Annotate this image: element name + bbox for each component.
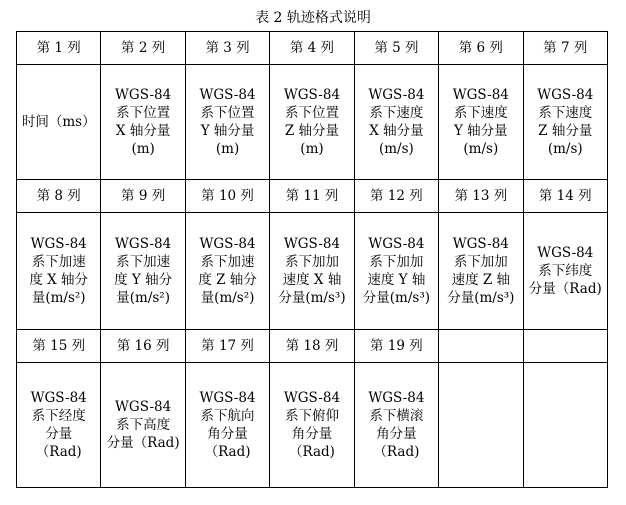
table-row: [17, 32, 608, 65]
table-cell: WGS-84 系下加速 度 X 轴分 量(m/s²): [17, 213, 101, 330]
table-cell: 第 19 列: [354, 330, 438, 363]
table-cell: 第 9 列: [101, 180, 185, 213]
table-cell: 第 2 列: [101, 32, 185, 65]
table-row: [17, 65, 608, 180]
table-row: [17, 363, 608, 488]
table-cell: 第 14 列: [523, 180, 607, 213]
table-cell: WGS-84 系下俯仰 角分量 （Rad): [270, 363, 354, 488]
table-cell: WGS-84 系下加加 速度 X 轴 分量(m/s³): [270, 213, 354, 330]
table-cell: 第 11 列: [270, 180, 354, 213]
table-cell: 第 12 列: [354, 180, 438, 213]
table-cell: [523, 363, 607, 488]
table-cell: 时间（ms）: [17, 65, 101, 180]
table-cell: WGS-84 系下经度 分量 （Rad): [17, 363, 101, 488]
table-cell: WGS-84 系下横滚 角分量 （Rad): [354, 363, 438, 488]
table-cell: 第 13 列: [439, 180, 523, 213]
table-cell: WGS-84 系下航向 角分量 （Rad): [185, 363, 269, 488]
table-cell: WGS-84 系下加速 度 Z 轴分 量(m/s²): [185, 213, 269, 330]
table-cell: [439, 363, 523, 488]
table-cell: WGS-84 系下加加 速度 Y 轴 分量(m/s³): [354, 213, 438, 330]
table-cell: 第 15 列: [17, 330, 101, 363]
table-cell: WGS-84 系下速度 X 轴分量 (m/s): [354, 65, 438, 180]
trajectory-format-table: [16, 31, 608, 488]
table-cell: 第 16 列: [101, 330, 185, 363]
table-caption: 表 2 轨迹格式说明: [255, 10, 371, 26]
table-cell: WGS-84 系下高度 分量（Rad): [101, 363, 185, 488]
table-cell: WGS-84 系下速度 Y 轴分量 (m/s): [439, 65, 523, 180]
table-cell: WGS-84 系下加速 度 Y 轴分 量(m/s²): [101, 213, 185, 330]
table-row: [17, 213, 608, 330]
table-cell: WGS-84 系下位置 Y 轴分量 (m): [185, 65, 269, 180]
table-cell: 第 18 列: [270, 330, 354, 363]
table-cell: WGS-84 系下位置 X 轴分量 (m): [101, 65, 185, 180]
table-cell: [439, 330, 523, 363]
table-cell: [523, 330, 607, 363]
table-row: [17, 180, 608, 213]
table-cell: 第 8 列: [17, 180, 101, 213]
table-cell: 第 1 列: [17, 32, 101, 65]
table-cell: WGS-84 系下位置 Z 轴分量 (m): [270, 65, 354, 180]
table-row: [17, 330, 608, 363]
table-cell: WGS-84 系下速度 Z 轴分量 (m/s): [523, 65, 607, 180]
table-cell: 第 10 列: [185, 180, 269, 213]
table-cell: WGS-84 系下纬度 分量（Rad): [523, 213, 607, 330]
table-cell: 第 5 列: [354, 32, 438, 65]
table-cell: WGS-84 系下加加 速度 Z 轴 分量(m/s³): [439, 213, 523, 330]
table-cell: 第 4 列: [270, 32, 354, 65]
table-cell: 第 6 列: [439, 32, 523, 65]
table-cell: 第 7 列: [523, 32, 607, 65]
table-cell: 第 17 列: [185, 330, 269, 363]
table-cell: 第 3 列: [185, 32, 269, 65]
